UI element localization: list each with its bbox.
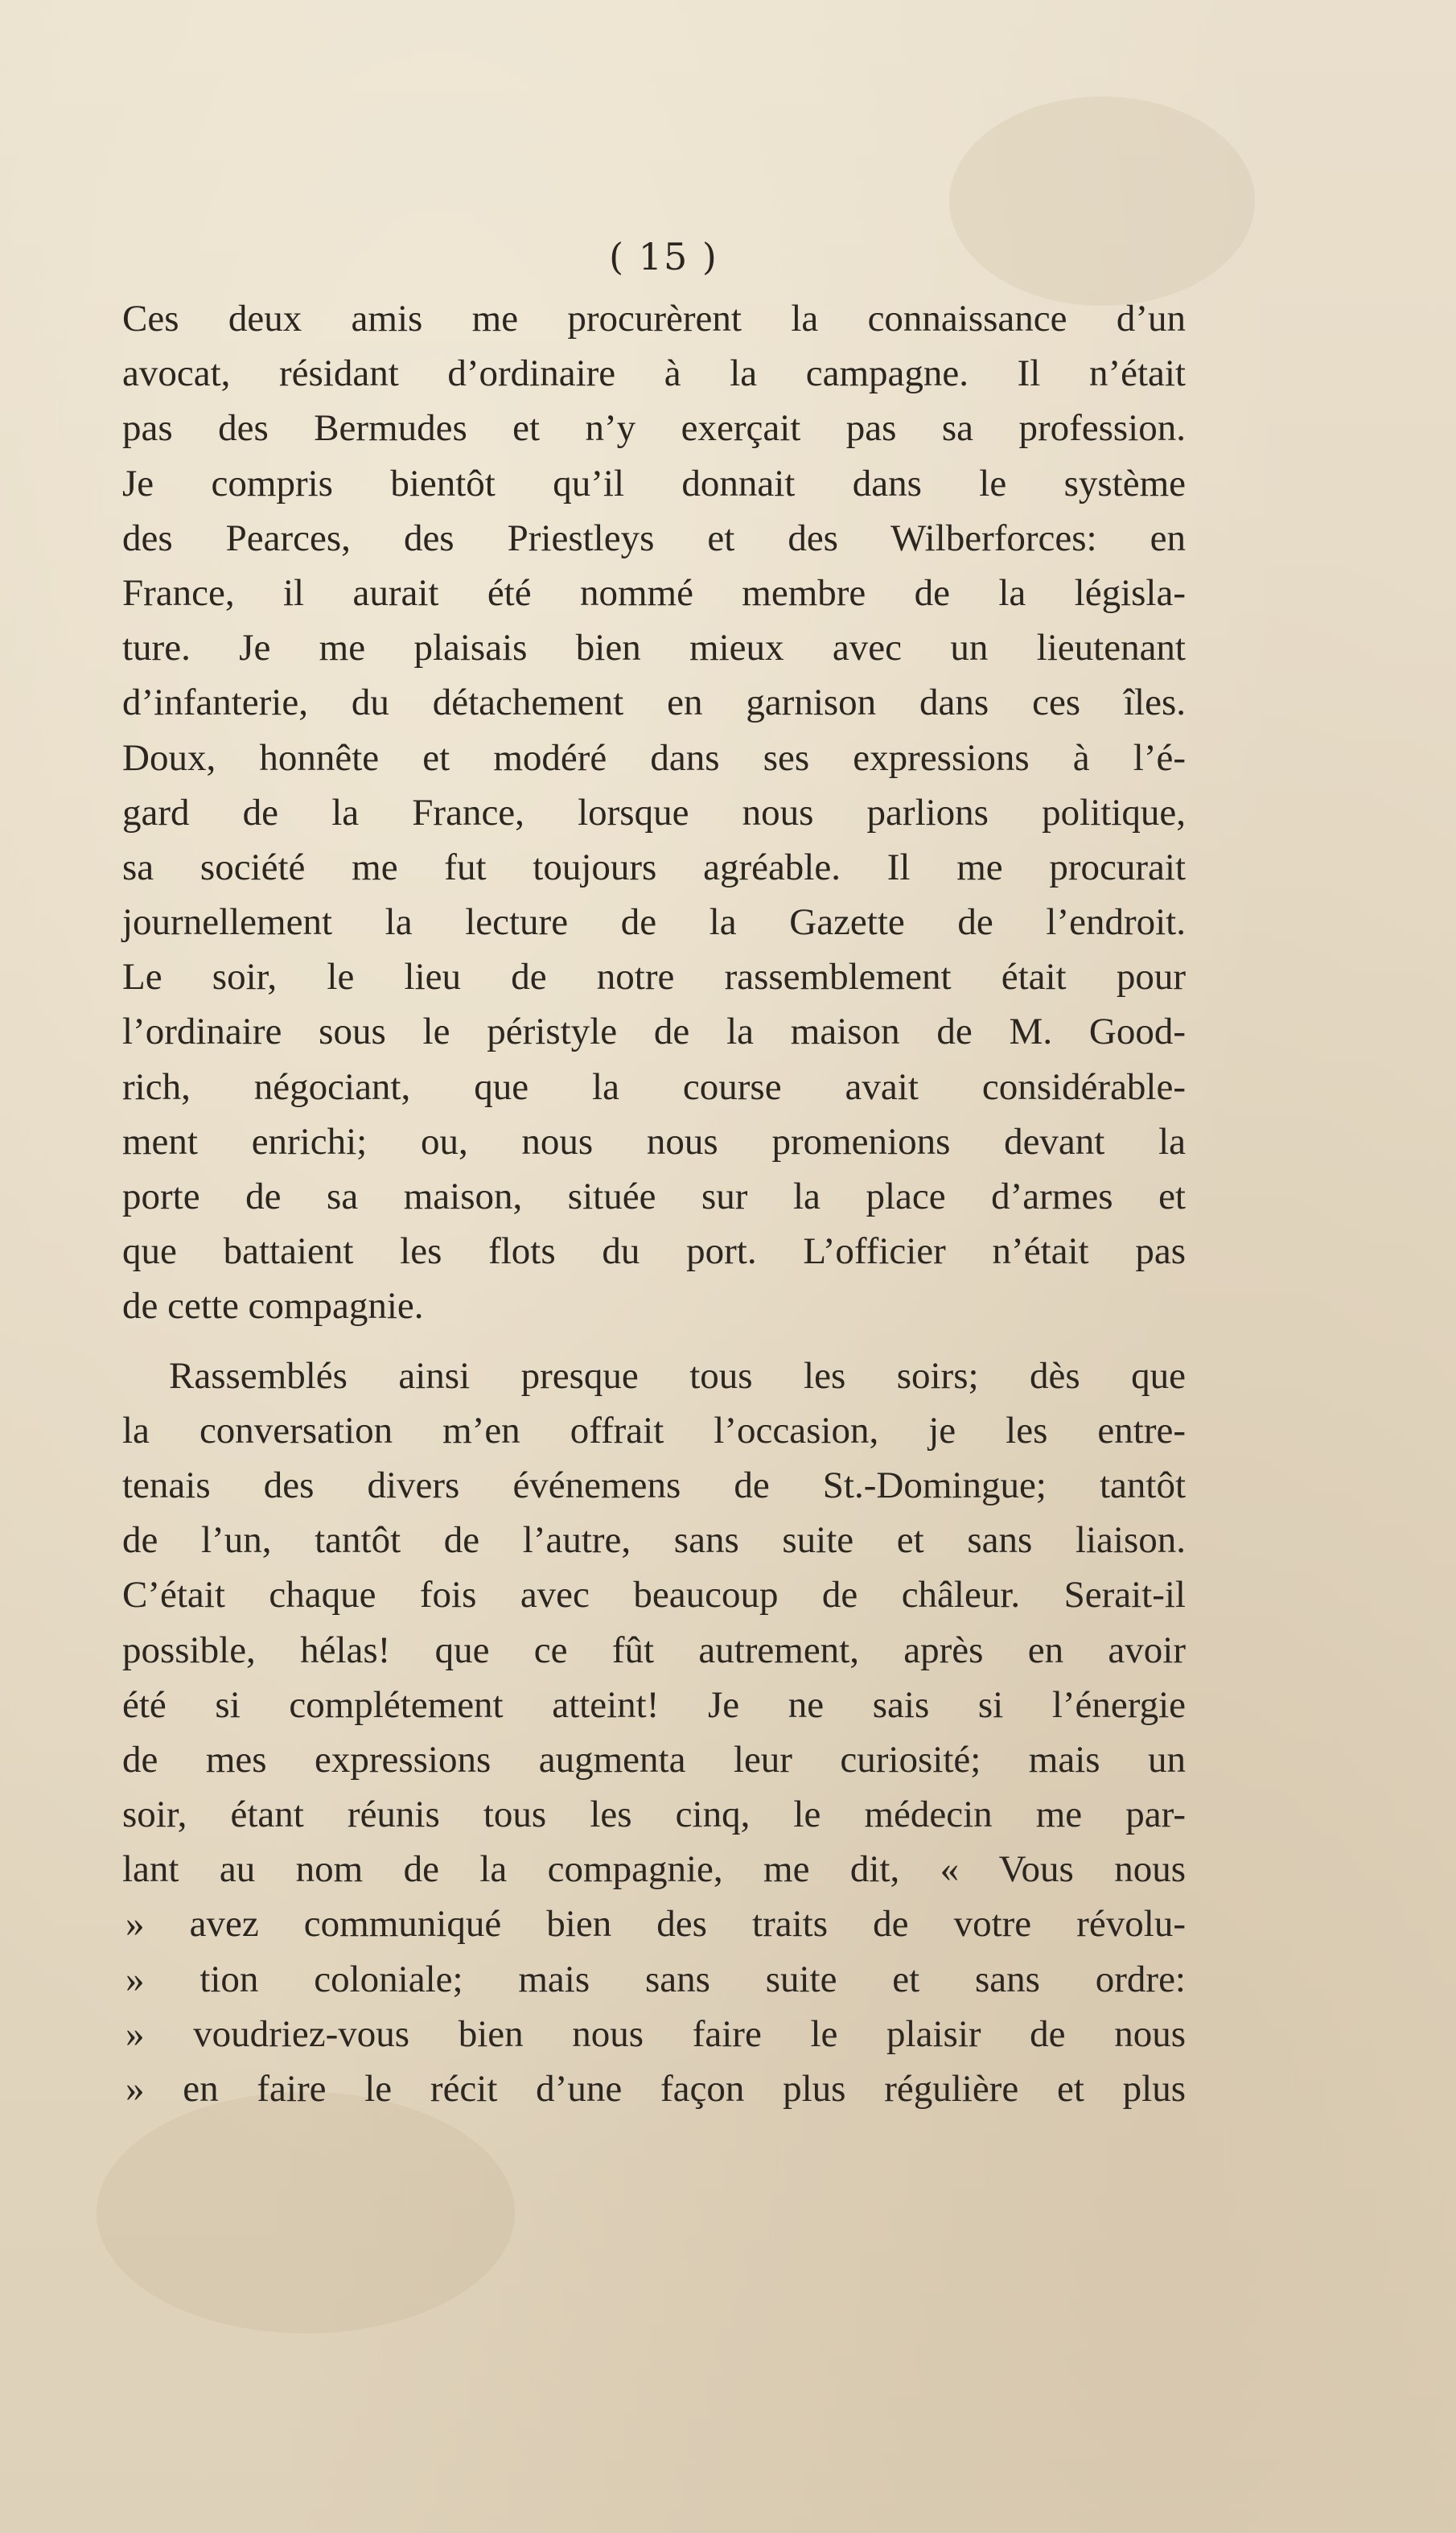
text-line: pas des Bermudes et n’y exerçait pas sa profession.: [122, 407, 1186, 450]
page-number: ( 15 ): [609, 235, 718, 278]
text-line: sa société me fut toujours agréable. Il me procurait: [122, 846, 1186, 888]
text-line: journellement la lecture de la Gazette de l’endroit.: [122, 901, 1186, 944]
text-line: été si complétement atteint! Je ne sais si l’énergie: [122, 1683, 1186, 1726]
text-line: » en faire le récit d’une façon plus régulière et plus: [125, 2068, 1186, 2110]
text-line: possible, hélas! que ce fût autrement, après en avoir: [122, 1629, 1186, 1671]
paragraph-1: [122, 291, 1186, 1334]
text-line: rich, négociant, que la course avait considérable-: [122, 1065, 1186, 1108]
text-line: Rassemblés ainsi presque tous les soirs; dès que: [169, 1354, 1186, 1397]
text-line: d’infanterie, du détachement en garnison dans ces îles.: [122, 682, 1186, 724]
text-line: porte de sa maison, située sur la place d’armes et: [122, 1176, 1186, 1217]
text-line: » avez communiqué bien des traits de votre révolu-: [125, 1903, 1186, 1946]
text-line: soir, étant réunis tous les cinq, le médecin me par-: [122, 1794, 1186, 1836]
text-line: la conversation m’en offrait l’occasion, je les entre-: [122, 1409, 1186, 1452]
paragraph-2: [122, 1349, 1186, 2117]
paper-stain: [97, 2092, 515, 2333]
text-line: ment enrichi; ou, nous nous promenions devant la: [122, 1120, 1186, 1163]
text-line: lant au nom de la compagnie, me dit, « Vous nous: [122, 1848, 1186, 1891]
text-line: Ces deux amis me procurèrent la connaissance d’un: [122, 298, 1186, 340]
text-line: tenais des divers événemens de St.-Domingue; tantôt: [122, 1464, 1186, 1506]
text-line: de cette compagnie.: [122, 1285, 424, 1328]
text-line: gard de la France, lorsque nous parlions politique,: [122, 791, 1186, 834]
paragraph-gap: [122, 1334, 1186, 1349]
body-text: [122, 291, 1186, 2116]
text-line: l’ordinaire sous le péristyle de la maison de M. Good-: [122, 1011, 1186, 1053]
text-line: Le soir, le lieu de notre rassemblement était pour: [122, 956, 1186, 999]
text-line: de l’un, tantôt de l’autre, sans suite et sans liaison.: [122, 1519, 1186, 1562]
text-line: » tion coloniale; mais sans suite et sans ordre:: [125, 1958, 1186, 2000]
text-line: » voudriez-vous bien nous faire le plaisir de nous: [125, 2012, 1186, 2055]
text-line: France, il aurait été nommé membre de la législa-: [122, 571, 1186, 614]
text-line: Doux, honnête et modéré dans ses expressions à l’é-: [122, 736, 1186, 779]
text-line: Je compris bientôt qu’il donnait dans le système: [122, 462, 1186, 505]
text-line: ture. Je me plaisais bien mieux avec un lieutenant: [122, 627, 1186, 669]
text-line: de mes expressions augmenta leur curiosité; mais un: [122, 1738, 1186, 1781]
text-line: des Pearces, des Priestleys et des Wilberforces: en: [122, 517, 1186, 559]
text-line: C’était chaque fois avec beaucoup de châleur. Serait-il: [122, 1574, 1186, 1617]
text-line: que battaient les flots du port. L’officier n’était pas: [122, 1230, 1186, 1273]
text-line: avocat, résidant d’ordinaire à la campagne. Il n’était: [122, 352, 1186, 395]
